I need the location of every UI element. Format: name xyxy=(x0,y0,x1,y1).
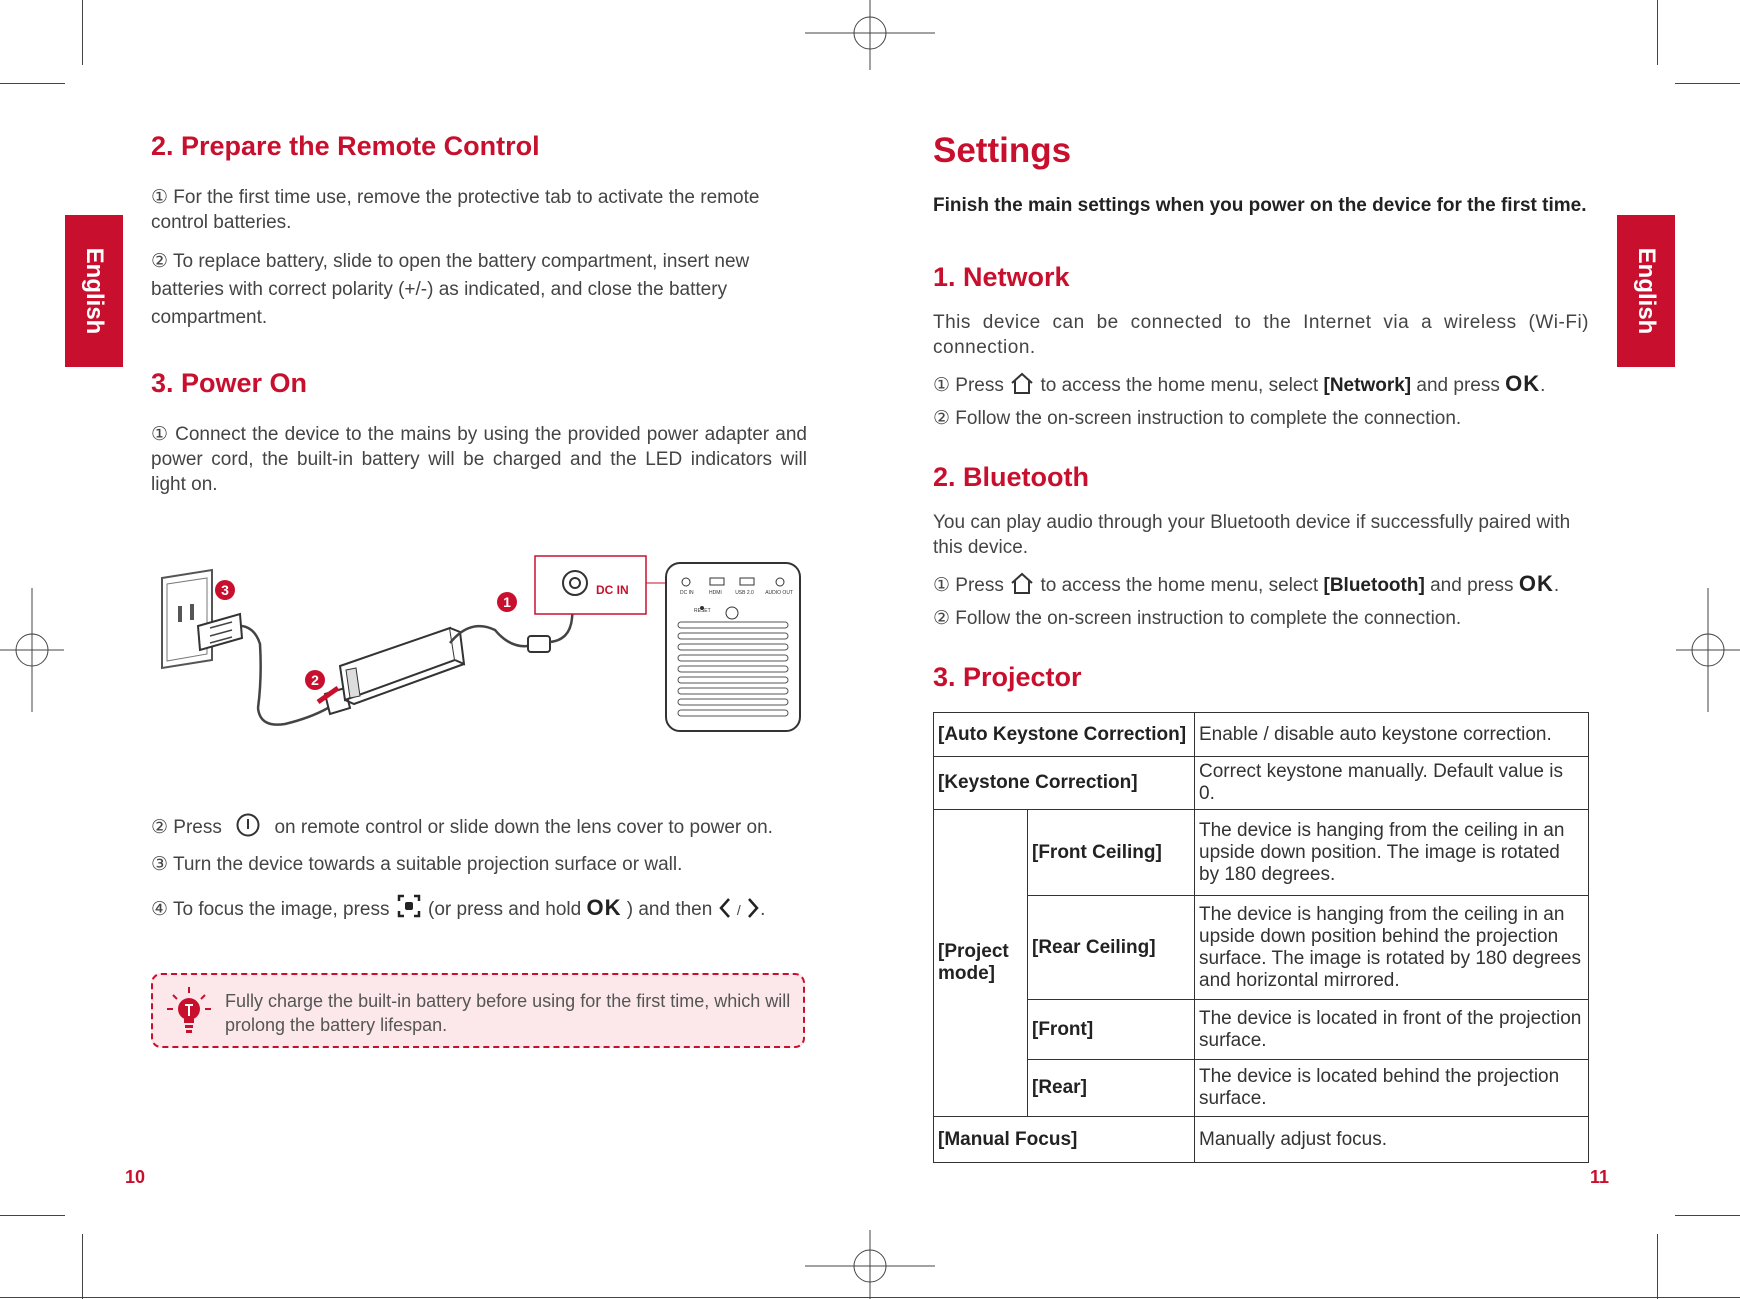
network-step-1-text: to access the home menu, select xyxy=(1040,375,1319,396)
tip-box xyxy=(151,973,805,1048)
chevron-left-icon xyxy=(718,897,732,919)
port-label-reset: RESET xyxy=(694,608,711,614)
network-step-1-period: . xyxy=(1540,375,1546,396)
power-step-2 xyxy=(151,813,773,840)
network-step-1-press: ① Press xyxy=(933,375,1004,396)
power-step-2-end: on remote control or slide down the lens cover to power on. xyxy=(274,817,773,838)
setting-option: [Rear Ceiling] xyxy=(1028,896,1195,1000)
ok-button-icon: OK xyxy=(1505,371,1541,396)
bluetooth-description: You can play audio through your Bluetooth device if successfully paired with this device. xyxy=(933,512,1571,558)
page-number-left: 10 xyxy=(125,1167,146,1187)
power-adapter-icon xyxy=(340,628,464,704)
setting-description: The device is located behind the projection surface. xyxy=(1195,1060,1589,1117)
bluetooth-step-1-text: to access the home menu, select xyxy=(1040,575,1319,596)
ok-button-icon: OK xyxy=(1518,571,1554,596)
tip-text: Fully charge the built-in battery before using for the first time, which will prolong the battery lifespan. xyxy=(225,991,791,1035)
bluetooth-menu-key: [Bluetooth] xyxy=(1323,575,1425,596)
bluetooth-step-1 xyxy=(933,571,1559,598)
power-step-4-then: ) and then xyxy=(626,899,713,920)
bluetooth-step-1-period: . xyxy=(1553,575,1560,596)
bluetooth-step-1-and: and press xyxy=(1430,575,1514,596)
home-icon xyxy=(1009,571,1035,595)
bluetooth-step-2: ② Follow the on-screen instruction to complete the connection. xyxy=(933,608,1462,629)
power-connection-diagram xyxy=(150,548,805,758)
power-step-3: ③ Turn the device towards a suitable projection surface or wall. xyxy=(151,854,683,875)
setting-description: Correct keystone manually. Default value is 0. xyxy=(1195,757,1589,810)
table-row xyxy=(934,810,1589,896)
setting-description: Manually adjust focus. xyxy=(1195,1117,1589,1163)
section-title-remote: 2. Prepare the Remote Control xyxy=(151,131,540,161)
projector-settings-table xyxy=(933,712,1589,1163)
setting-name: [Manual Focus] xyxy=(934,1117,1195,1163)
setting-description: The device is hanging from the ceiling in an upside down position behind the projection surface. The image is rotated by 180 degrees and horizontal mirrored. xyxy=(1195,896,1589,1000)
remote-step-2: ② To replace battery, slide to open the battery compartment, insert new batteries with correct polarity (+/-) as indicated, and close the battery compartment. xyxy=(151,251,750,328)
power-cord xyxy=(258,708,328,725)
network-description: This device can be connected to the Internet via a wireless (Wi-Fi) connection. xyxy=(933,312,1589,358)
setting-option: [Front] xyxy=(1028,1000,1195,1060)
side-tab-left xyxy=(65,215,123,367)
port-label-usb: USB 2.0 xyxy=(735,590,754,596)
network-step-1 xyxy=(933,371,1545,398)
table-row xyxy=(934,896,1589,1000)
setting-name: [Project mode] xyxy=(934,810,1028,1117)
section-title-network: 1. Network xyxy=(933,262,1070,292)
projector-back-icon xyxy=(666,563,800,731)
table-row xyxy=(934,1060,1589,1117)
power-step-4 xyxy=(151,893,765,923)
network-step-1-and: and press xyxy=(1416,375,1500,396)
side-tab-label: English xyxy=(1633,247,1660,335)
registration-mark-right xyxy=(1676,588,1740,712)
network-step-2: ② Follow the on-screen instruction to complete the connection. xyxy=(933,408,1462,429)
setting-description: The device is hanging from the ceiling in an upside down position. The image is rotated by 180 degrees. xyxy=(1195,810,1589,896)
dc-in-callout-box xyxy=(535,556,646,614)
callout-1: 1 xyxy=(497,592,517,612)
table-row xyxy=(934,1000,1589,1060)
power-step-1: ① Connect the device to the mains by using the provided power adapter and power cord, the built-in battery will be charged and the LED indicators will light on. xyxy=(151,424,807,495)
page-number-right: 11 xyxy=(1590,1167,1610,1187)
section-title-power-on: 3. Power On xyxy=(151,368,308,398)
port-label-dc-in: DC IN xyxy=(680,590,694,596)
registration-mark-bottom xyxy=(805,1230,935,1299)
section-title-bluetooth: 2. Bluetooth xyxy=(933,462,1089,492)
power-step-2-start: ② Press xyxy=(151,817,222,838)
table-row xyxy=(934,1117,1589,1163)
table-row xyxy=(934,713,1589,757)
table-row xyxy=(934,757,1589,810)
section-title-projector: 3. Projector xyxy=(933,662,1082,692)
home-icon xyxy=(1009,371,1035,395)
power-step-4-start: ④ To focus the image, press xyxy=(151,899,390,920)
page-title: Settings xyxy=(933,131,1072,170)
setting-option: [Rear] xyxy=(1028,1060,1195,1117)
remote-step-1: ① For the first time use, remove the protective tab to activate the remote control batteries. xyxy=(151,187,760,233)
power-button-icon xyxy=(235,813,261,837)
port-label-hdmi: HDMI xyxy=(709,590,722,596)
settings-intro: Finish the main settings when you power on the device for the first time. xyxy=(933,195,1587,216)
registration-mark-left xyxy=(0,588,64,712)
side-tab-label: English xyxy=(81,247,108,335)
arrow-separator: / xyxy=(736,902,741,918)
power-step-4-period: . xyxy=(760,899,766,920)
setting-name: [Keystone Correction] xyxy=(934,757,1195,810)
chevron-right-icon xyxy=(746,897,760,919)
setting-description: Enable / disable auto keystone correction. xyxy=(1195,713,1589,757)
projector-port-labels xyxy=(680,590,800,596)
port-label-audio-out: AUDIO OUT xyxy=(765,590,793,596)
dc-in-label: DC IN xyxy=(596,583,629,597)
power-step-4-hold: (or press and hold xyxy=(428,899,582,920)
network-menu-key: [Network] xyxy=(1323,375,1412,396)
setting-description: The device is located in front of the projection surface. xyxy=(1195,1000,1589,1060)
setting-option: [Front Ceiling] xyxy=(1028,810,1195,896)
callout-3: 3 xyxy=(215,580,235,600)
ok-button-icon: OK xyxy=(586,895,622,920)
bluetooth-step-1-press: ① Press xyxy=(933,575,1004,596)
wall-outlet-icon xyxy=(162,570,212,668)
lightbulb-icon xyxy=(167,985,211,1035)
callout-2: 2 xyxy=(305,670,325,690)
focus-button-icon xyxy=(395,893,423,919)
registration-mark-top xyxy=(805,0,935,70)
side-tab-right xyxy=(1617,215,1675,367)
setting-name: [Auto Keystone Correction] xyxy=(934,713,1195,757)
